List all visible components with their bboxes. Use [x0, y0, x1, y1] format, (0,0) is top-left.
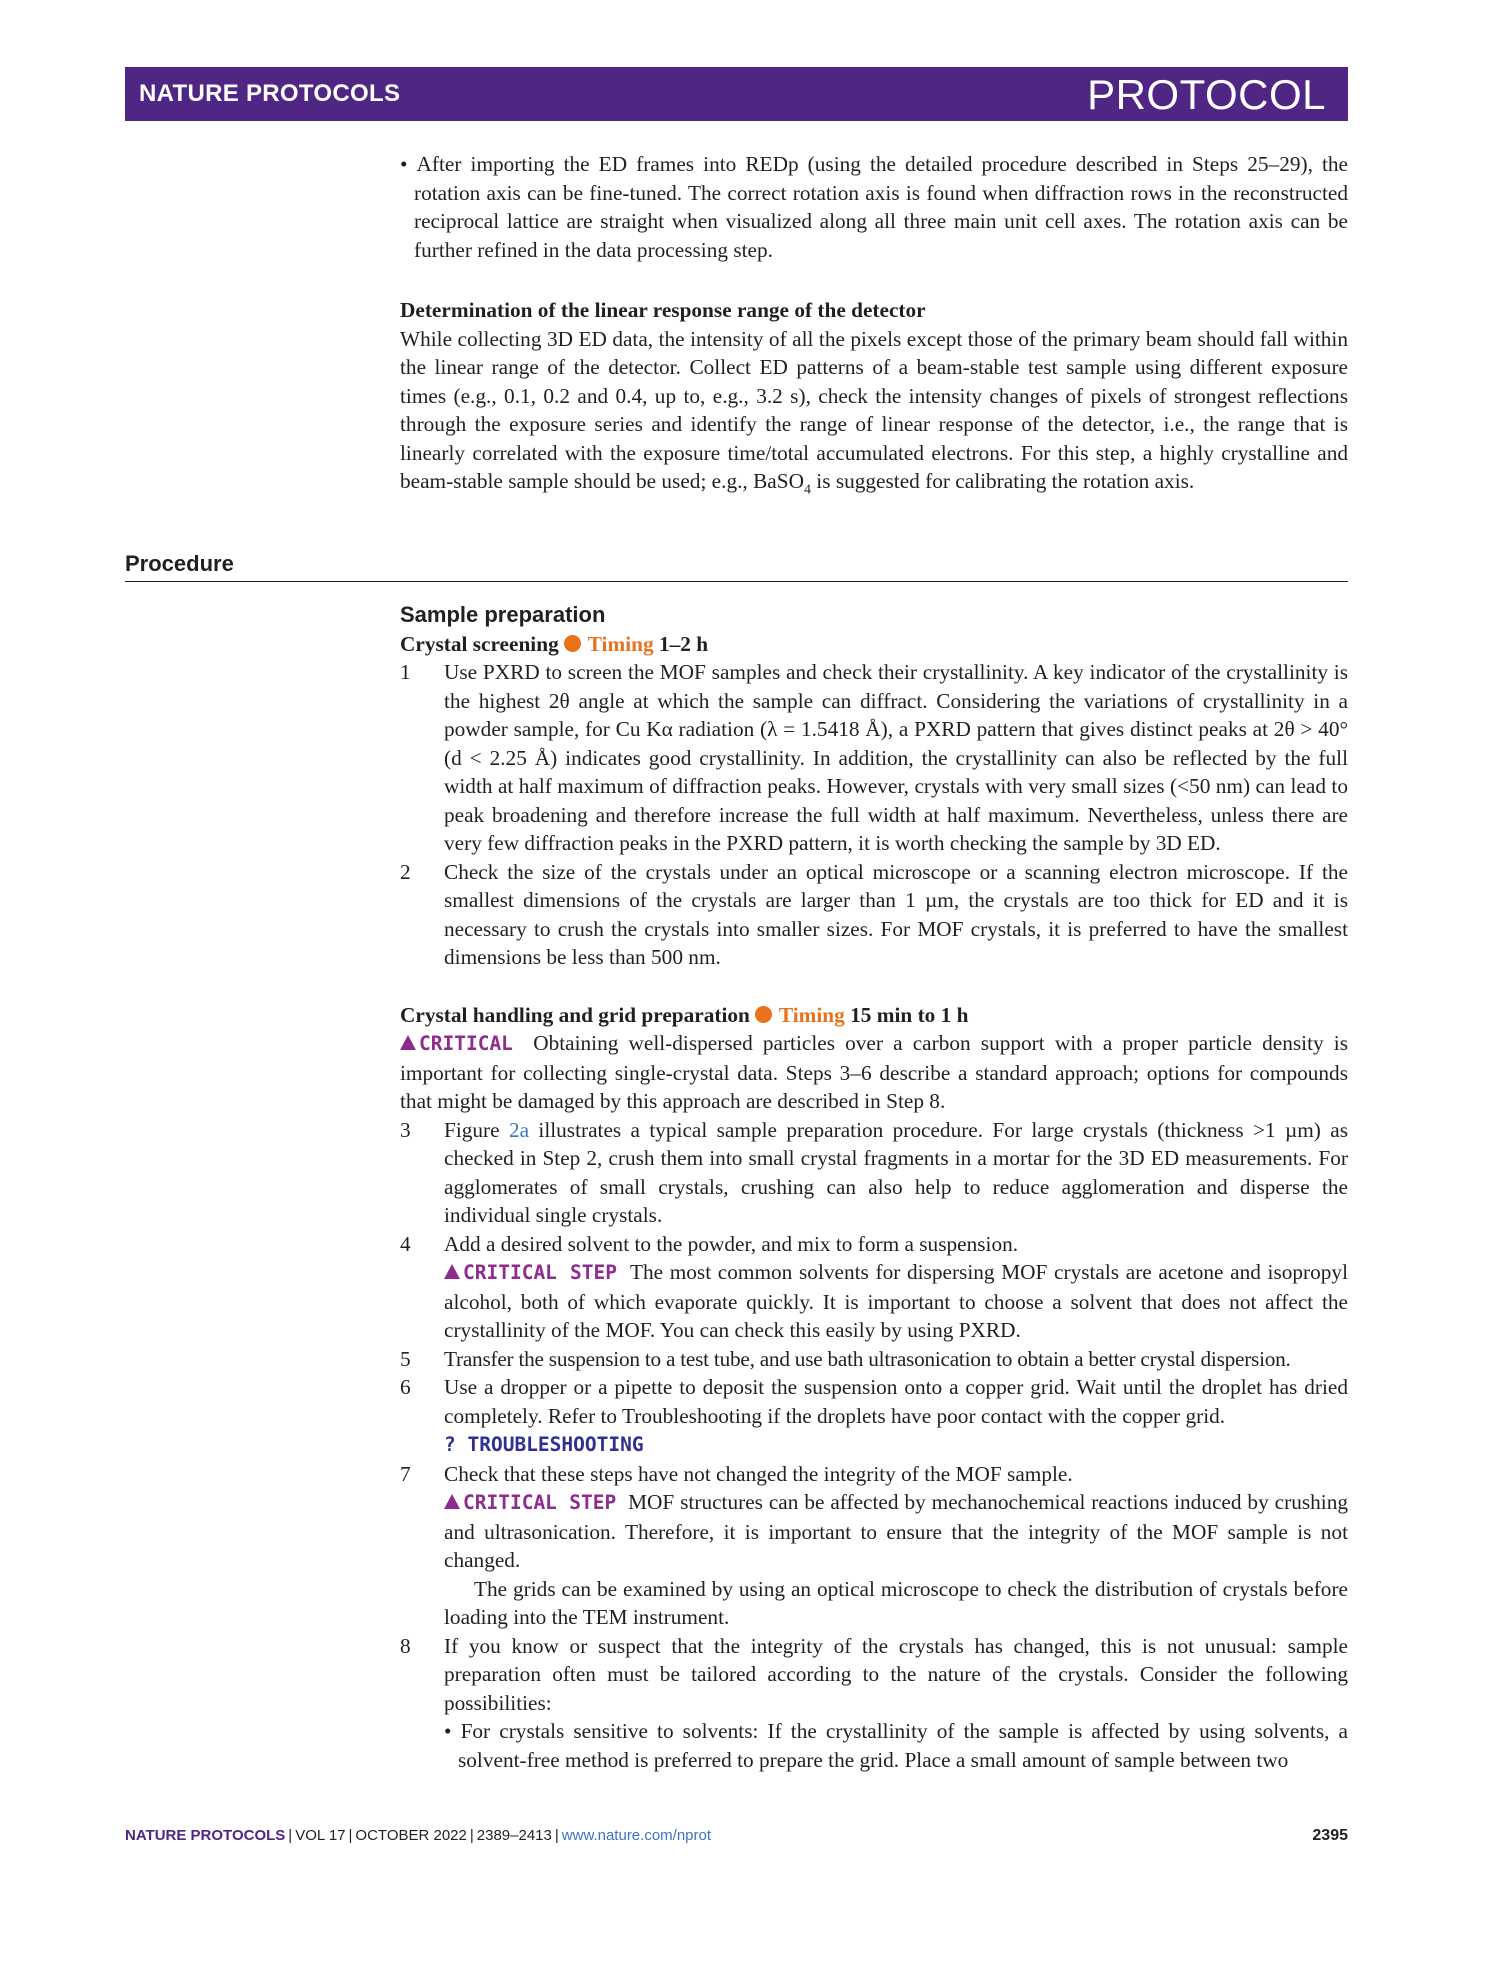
step-5: 5 Transfer the suspension to a test tube, and use bath ultrasonication to obtain a better crystal dispersion. [400, 1346, 1291, 1371]
warning-triangle-icon [444, 1494, 460, 1509]
step-7: 7 Check that these steps have not changed the integrity of the MOF sample. CRITICAL STEP MOF structures can be affected by mechanochemical reactions induced by crushing and ultrasonication. Therefore, it is important to ensure that the integrity of the MOF sample is not changed. The grids can be examined by using an optical microscope to check the distribution of crystals before loading into the TEM instrument. [400, 1460, 1348, 1632]
section-divider [125, 581, 1348, 582]
step-8: 8 If you know or suspect that the integrity of the crystals has changed, this is not unusual: sample preparation often must be tailored according to the nature of the crystals. Consider the following possibilities: • For crystals sensitive to solvents: If the crystallinity of the sample is affected by using solvents, a solvent-free method is preferred to prepare the grid. Place a small amount of sample between two [400, 1632, 1348, 1775]
crystal-screening-heading: Crystal screening Timing 1–2 h [400, 631, 709, 656]
top-bullet-block [400, 150, 1348, 264]
footer-journal: NATURE PROTOCOLS [125, 1827, 286, 1844]
crystal-handling-heading: Crystal handling and grid preparation Timing 15 min to 1 h [400, 1002, 969, 1027]
journal-name: NATURE PROTOCOLS [139, 80, 401, 107]
step-1: 1 Use PXRD to screen the MOF samples and check their crystallinity. A key indicator of the crystallinity is the highest 2θ angle at which the sample can diffract. Considering the variations of crystallinity in a powder sample, for Cu Kα radiation (λ = 1.5418 Å), a PXRD pattern that gives distinct peaks at 2θ > 40° (d < 2.25 Å) indicates good crystallinity. In addition, the crystallinity can also be reflected by the full width at half maximum of diffraction peaks. However, crystals with very small sizes (<50 nm) can lead to peak broadening and therefore increase the full width at half maximum. Nevertheless, unless there are very few diffraction peaks in the PXRD pattern, it is worth checking the sample by 3D ED. [400, 660, 1348, 855]
header-bar [125, 67, 1348, 121]
sample-prep-section [400, 601, 1348, 1774]
step-7-note: The grids can be examined by using an optical microscope to check the distribution of crystals before loading into the TEM instrument. [444, 1576, 1348, 1629]
linear-range-section [400, 296, 1348, 505]
troubleshooting-link[interactable]: ? TROUBLESHOOTING [444, 1433, 644, 1456]
timing-dot-icon [564, 635, 581, 652]
warning-triangle-icon [444, 1264, 460, 1279]
timing-label: Timing [778, 1002, 845, 1027]
step-8-bullet: • For crystals sensitive to solvents: If the crystallinity of the sample is affected by using solvents, a solvent-free method is preferred to prepare the grid. Place a small amount of sample between two [444, 1719, 1349, 1772]
step-2: 2 Check the size of the crystals under an optical microscope or a scanning electron microscope. If the smallest dimensions of the crystals are larger than 1 µm, the crystals are too thick for ED and it is necessary to crush the crystals into smaller sizes. For MOF crystals, it is preferred to have the smallest dimensions be less than 500 nm. [400, 859, 1348, 969]
top-bullet: • After importing the ED frames into REDp (using the detailed procedure described in Steps 25–29), the rotation axis can be fine-tuned. The correct rotation axis is found when diffraction rows in the reconstructed reciprocal lattice are straight when visualized along all three main unit cell axes. The rotation axis can be further refined in the data processing step. [400, 152, 1348, 262]
linear-range-text: While collecting 3D ED data, the intensity of all the pixels except those of the primary beam should fall within the linear range of the detector. Collect ED patterns of a beam-stable test sample using different exposure times (e.g., 0.1, 0.2 and 0.4, up to, e.g., 3.2 s), check the intensity changes of pixels of strongest reflections through the exposure series and identify the range of linear response of the detector, i.e., the range that is linearly correlated with the exposure time/total accumulated electrons. For this step, a highly crystalline and beam-stable sample should be used; e.g., BaSO$_4$ is suggested for calibrating the rotation axis. [400, 326, 1348, 498]
article-type: PROTOCOL [1087, 71, 1326, 118]
figure-link[interactable]: 2a [508, 1117, 530, 1142]
timing-dot-icon [755, 1006, 772, 1023]
step-3: 3 Figure 2a illustrates a typical sample preparation procedure. For large crystals (thickness >1 µm) as checked in Step 2, crush them into small crystal fragments in a mortar for the 3D ED measurements. For agglomerates of small crystals, crushing can also help to reduce agglomeration and disperse the individual single crystals. [400, 1117, 1348, 1227]
critical-note: CRITICAL Obtaining well-dispersed particles over a carbon support with a proper particle density is important for collecting single-crystal data. Steps 3–6 describe a standard approach; options for compounds that might be damaged by this approach are described in Step 8. [400, 1031, 1348, 1113]
step-6: 6 Use a dropper or a pipette to deposit the suspension onto a copper grid. Wait until the droplet has dried completely. Refer to Troubleshooting if the droplets have poor contact with the copper grid. ? TROUBLESHOOTING [400, 1375, 1348, 1456]
footer-url[interactable]: www.nature.com/nprot [561, 1827, 712, 1844]
warning-triangle-icon [400, 1035, 416, 1050]
footer: NATURE PROTOCOLS | VOL 17 | OCTOBER 2022 | 2389–2413 | www.nature.com/nprot 2395 [125, 1827, 1348, 1844]
sample-prep-heading: Sample preparation [400, 602, 606, 627]
procedure-label: Procedure [125, 551, 234, 576]
step-4: 4 Add a desired solvent to the powder, and mix to form a suspension. CRITICAL STEP The most common solvents for dispersing MOF crystals are acetone and isopropyl alcohol, both of which evaporate quickly. It is important to choose a solvent that does not affect the crystallinity of the MOF. You can check this easily by using PXRD. [400, 1231, 1348, 1342]
linear-range-heading: Determination of the linear response range of the detector [400, 298, 926, 322]
timing-label: Timing [587, 631, 654, 656]
page-number: 2395 [1312, 1827, 1348, 1844]
